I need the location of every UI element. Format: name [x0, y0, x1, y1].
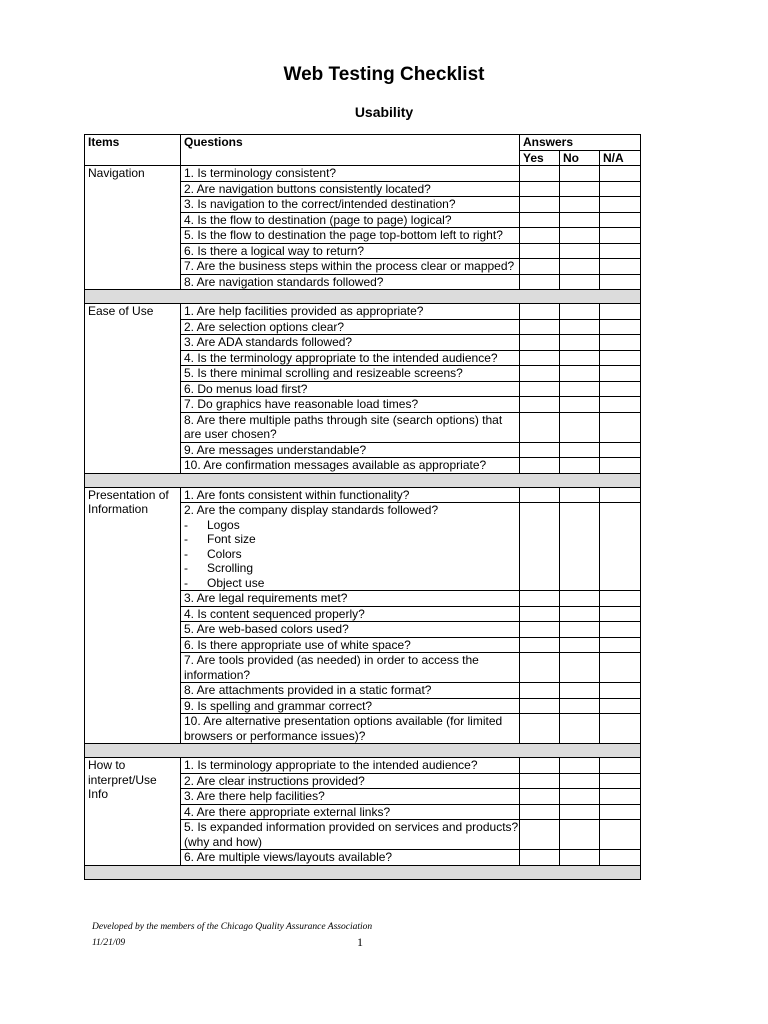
answer-yes-cell[interactable]	[520, 773, 560, 789]
question-text: 5. Is there minimal scrolling and resizeable screens?	[184, 366, 463, 380]
question-cell	[181, 397, 520, 413]
answer-yes-cell[interactable]	[520, 591, 560, 607]
question-text: 1. Are help facilities provided as appropriate?	[184, 304, 424, 318]
answer-yes-cell[interactable]	[520, 637, 560, 653]
answer-no-cell[interactable]	[560, 789, 600, 805]
answer-yes-cell[interactable]	[520, 197, 560, 213]
page-number: 1	[357, 935, 363, 949]
answer-na-cell[interactable]	[600, 789, 641, 805]
answer-no-cell[interactable]	[560, 714, 600, 744]
answer-yes-cell[interactable]	[520, 181, 560, 197]
bullet-item: - Logos	[184, 517, 240, 532]
bullet-text: Scrolling	[207, 561, 254, 575]
answer-yes-cell[interactable]	[520, 228, 560, 244]
question-cell	[181, 381, 520, 397]
answer-yes-cell[interactable]	[520, 487, 560, 503]
answer-no-cell[interactable]	[560, 259, 600, 275]
question-text: 2. Are selection options clear?	[184, 319, 345, 334]
question-text: 1. Is terminology appropriate to the intended audience?	[184, 758, 478, 772]
question-cell	[181, 637, 520, 653]
answers-header: Answers	[520, 135, 641, 151]
answer-na-cell[interactable]	[600, 591, 641, 607]
question-cell	[181, 228, 520, 244]
yes-header: Yes	[520, 150, 560, 166]
answer-na-cell[interactable]	[600, 503, 641, 591]
answer-na-cell[interactable]	[600, 259, 641, 275]
answer-yes-cell[interactable]	[520, 820, 560, 850]
answer-yes-cell[interactable]	[520, 714, 560, 744]
question-cell	[181, 181, 520, 197]
answer-no-cell[interactable]	[560, 381, 600, 397]
question-text: 1. Are fonts consistent within functionality?	[184, 487, 410, 502]
question-text: 10. Are alternative presentation options available (for limited browsers or performance issues)?	[184, 714, 503, 743]
question-text: 2. Are the company display standards followed?	[184, 503, 439, 517]
bullet-item: - Colors	[184, 546, 242, 561]
answer-na-cell[interactable]	[600, 350, 641, 366]
question-row	[85, 304, 641, 320]
section-subtitle: Usability	[354, 104, 414, 120]
question-text: 1. Is terminology consistent?	[184, 166, 337, 180]
separator-cell	[85, 473, 641, 487]
answer-yes-cell[interactable]	[520, 259, 560, 275]
answer-yes-cell[interactable]	[520, 458, 560, 474]
answer-na-cell[interactable]	[600, 412, 641, 442]
answer-yes-cell[interactable]	[520, 804, 560, 820]
question-cell	[181, 350, 520, 366]
checklist-body	[85, 166, 641, 880]
answer-no-cell[interactable]	[560, 458, 600, 474]
answer-no-cell[interactable]	[560, 804, 600, 820]
question-cell	[181, 243, 520, 259]
answer-yes-cell[interactable]	[520, 212, 560, 228]
question-cell	[181, 304, 520, 320]
separator-cell	[85, 744, 641, 758]
answer-no-cell[interactable]	[560, 653, 600, 683]
answer-na-cell[interactable]	[600, 197, 641, 213]
answer-yes-cell[interactable]	[520, 789, 560, 805]
question-text: 5. Is the flow to destination the page top-bottom left to right?	[184, 228, 503, 242]
separator-cell	[85, 290, 641, 304]
question-text: 9. Are messages understandable?	[184, 442, 367, 457]
answer-yes-cell[interactable]	[520, 319, 560, 335]
question-cell	[181, 166, 520, 182]
answer-yes-cell[interactable]	[520, 683, 560, 699]
section-separator	[85, 865, 641, 879]
question-cell	[181, 714, 520, 744]
answer-yes-cell[interactable]	[520, 503, 560, 591]
bullet-item: - Object use	[184, 575, 265, 590]
question-text: 7. Are the business steps within the process clear or mapped?	[184, 259, 515, 273]
question-cell	[181, 789, 520, 805]
question-cell	[181, 412, 520, 442]
question-text: 6. Are multiple views/layouts available?	[184, 850, 393, 864]
question-text: 2. Are clear instructions provided?	[184, 773, 365, 788]
question-row	[85, 487, 641, 503]
question-text: 6. Is there a logical way to return?	[184, 243, 365, 258]
footer-credit: Developed by the members of the Chicago Quality Assurance Association	[92, 922, 373, 932]
question-cell	[181, 850, 520, 866]
answer-yes-cell[interactable]	[520, 366, 560, 382]
question-cell	[181, 591, 520, 607]
no-header: No	[560, 150, 600, 166]
question-text: 4. Is content sequenced properly?	[184, 606, 365, 621]
answer-yes-cell[interactable]	[520, 606, 560, 622]
answer-na-cell[interactable]	[600, 804, 641, 820]
answer-no-cell[interactable]	[560, 637, 600, 653]
question-cell	[181, 274, 520, 290]
answer-yes-cell[interactable]	[520, 850, 560, 866]
answer-na-cell[interactable]	[600, 622, 641, 638]
answer-na-cell[interactable]	[600, 487, 641, 503]
answer-na-cell[interactable]	[600, 458, 641, 474]
answer-no-cell[interactable]	[560, 304, 600, 320]
bullet-text: Colors	[207, 546, 242, 561]
answer-no-cell[interactable]	[560, 591, 600, 607]
item-category: Presentation of Information	[85, 487, 181, 744]
question-text: 8. Are attachments provided in a static format?	[184, 683, 432, 697]
answer-no-cell[interactable]	[560, 442, 600, 458]
question-cell	[181, 820, 520, 850]
section-separator	[85, 473, 641, 487]
item-category: How to interpret/Use Info	[85, 758, 181, 866]
question-row	[85, 758, 641, 774]
question-cell	[181, 197, 520, 213]
answer-yes-cell[interactable]	[520, 653, 560, 683]
separator-cell	[85, 865, 641, 879]
answer-yes-cell[interactable]	[520, 698, 560, 714]
answer-yes-cell[interactable]	[520, 350, 560, 366]
question-cell	[181, 606, 520, 622]
question-cell	[181, 773, 520, 789]
answer-no-cell[interactable]	[560, 397, 600, 413]
answer-no-cell[interactable]	[560, 166, 600, 182]
question-cell	[181, 366, 520, 382]
answer-no-cell[interactable]	[560, 243, 600, 259]
answer-na-cell[interactable]	[600, 243, 641, 259]
answer-na-cell[interactable]	[600, 850, 641, 866]
question-text: 6. Is there appropriate use of white space?	[184, 637, 411, 652]
answer-na-cell[interactable]	[600, 381, 641, 397]
question-cell	[181, 804, 520, 820]
answer-yes-cell[interactable]	[520, 412, 560, 442]
question-text: 7. Do graphics have reasonable load times?	[184, 397, 419, 411]
answer-yes-cell[interactable]	[520, 243, 560, 259]
question-text: 5. Are web-based colors used?	[184, 622, 349, 636]
answer-na-cell[interactable]	[600, 335, 641, 351]
answer-no-cell[interactable]	[560, 503, 600, 591]
question-text: 7. Are tools provided (as needed) in order to access the information?	[184, 653, 479, 682]
question-cell	[181, 758, 520, 774]
question-text: 3. Are ADA standards followed?	[184, 335, 353, 349]
answer-na-cell[interactable]	[600, 683, 641, 699]
question-text: 8. Are navigation standards followed?	[184, 274, 384, 289]
answer-no-cell[interactable]	[560, 197, 600, 213]
answer-yes-cell[interactable]	[520, 274, 560, 290]
answer-no-cell[interactable]	[560, 606, 600, 622]
answer-no-cell[interactable]	[560, 850, 600, 866]
question-cell	[181, 212, 520, 228]
question-text: 6. Do menus load first?	[184, 381, 308, 396]
question-text: 4. Is the flow to destination (page to page) logical?	[184, 212, 452, 227]
answer-na-cell[interactable]	[600, 653, 641, 683]
answer-no-cell[interactable]	[560, 412, 600, 442]
answer-na-cell[interactable]	[600, 397, 641, 413]
header-row	[85, 135, 641, 151]
bullet-text: Logos	[207, 517, 240, 532]
checklist-table	[84, 134, 641, 880]
na-header: N/A	[600, 150, 641, 166]
answer-na-cell[interactable]	[600, 714, 641, 744]
question-cell	[181, 622, 520, 638]
question-text: 4. Are there appropriate external links?	[184, 804, 391, 819]
answer-yes-cell[interactable]	[520, 442, 560, 458]
item-category: Ease of Use	[85, 304, 181, 474]
answer-na-cell[interactable]	[600, 228, 641, 244]
section-separator	[85, 290, 641, 304]
answer-yes-cell[interactable]	[520, 304, 560, 320]
bullet-item: - Font size	[184, 532, 256, 546]
questions-header: Questions	[181, 135, 520, 166]
bullet-text: Font size	[207, 532, 256, 546]
bullet-text: Object use	[207, 575, 265, 590]
answer-na-cell[interactable]	[600, 212, 641, 228]
answer-yes-cell[interactable]	[520, 166, 560, 182]
question-text: 5. Is expanded information provided on services and products? (why and how)	[184, 820, 519, 849]
answer-no-cell[interactable]	[560, 773, 600, 789]
question-cell	[181, 335, 520, 351]
answer-na-cell[interactable]	[600, 366, 641, 382]
items-header: Items	[85, 135, 181, 166]
answer-no-cell[interactable]	[560, 181, 600, 197]
answer-yes-cell[interactable]	[520, 397, 560, 413]
answer-yes-cell[interactable]	[520, 381, 560, 397]
answer-na-cell[interactable]	[600, 442, 641, 458]
answer-yes-cell[interactable]	[520, 758, 560, 774]
answer-na-cell[interactable]	[600, 304, 641, 320]
answer-yes-cell[interactable]	[520, 622, 560, 638]
answer-na-cell[interactable]	[600, 319, 641, 335]
question-cell	[181, 458, 520, 474]
question-text: 9. Is spelling and grammar correct?	[184, 698, 373, 713]
footer-date: 11/21/09	[92, 938, 126, 948]
answer-na-cell[interactable]	[600, 274, 641, 290]
answer-no-cell[interactable]	[560, 698, 600, 714]
question-text: 3. Are there help facilities?	[184, 789, 325, 803]
item-category: Navigation	[85, 166, 181, 290]
answer-na-cell[interactable]	[600, 698, 641, 714]
answer-na-cell[interactable]	[600, 820, 641, 850]
question-text: 3. Are legal requirements met?	[184, 591, 348, 605]
answer-no-cell[interactable]	[560, 487, 600, 503]
answer-na-cell[interactable]	[600, 758, 641, 774]
answer-no-cell[interactable]	[560, 350, 600, 366]
answer-no-cell[interactable]	[560, 622, 600, 638]
answer-na-cell[interactable]	[600, 637, 641, 653]
answer-no-cell[interactable]	[560, 366, 600, 382]
answer-no-cell[interactable]	[560, 820, 600, 850]
question-cell	[181, 503, 520, 591]
question-text: 8. Are there multiple paths through site (search options) that are user chosen?	[184, 412, 503, 441]
question-cell	[181, 683, 520, 699]
question-cell	[181, 319, 520, 335]
answer-no-cell[interactable]	[560, 274, 600, 290]
answer-no-cell[interactable]	[560, 228, 600, 244]
page-title: Web Testing Checklist	[283, 64, 485, 85]
answer-no-cell[interactable]	[560, 319, 600, 335]
answer-na-cell[interactable]	[600, 606, 641, 622]
answer-no-cell[interactable]	[560, 683, 600, 699]
answer-na-cell[interactable]	[600, 181, 641, 197]
question-text: 2. Are navigation buttons consistently located?	[184, 181, 431, 196]
question-text: 3. Is navigation to the correct/intended destination?	[184, 197, 456, 211]
question-cell	[181, 259, 520, 275]
answer-na-cell[interactable]	[600, 166, 641, 182]
question-cell	[181, 698, 520, 714]
question-text: 4. Is the terminology appropriate to the intended audience?	[184, 350, 498, 365]
question-cell	[181, 487, 520, 503]
answer-na-cell[interactable]	[600, 773, 641, 789]
question-cell	[181, 442, 520, 458]
answer-yes-cell[interactable]	[520, 335, 560, 351]
question-text: 10. Are confirmation messages available as appropriate?	[184, 458, 487, 472]
question-cell	[181, 653, 520, 683]
answer-no-cell[interactable]	[560, 335, 600, 351]
bullet-item: - Scrolling	[184, 561, 254, 575]
answer-no-cell[interactable]	[560, 212, 600, 228]
question-row	[85, 166, 641, 182]
answer-no-cell[interactable]	[560, 758, 600, 774]
section-separator	[85, 744, 641, 758]
